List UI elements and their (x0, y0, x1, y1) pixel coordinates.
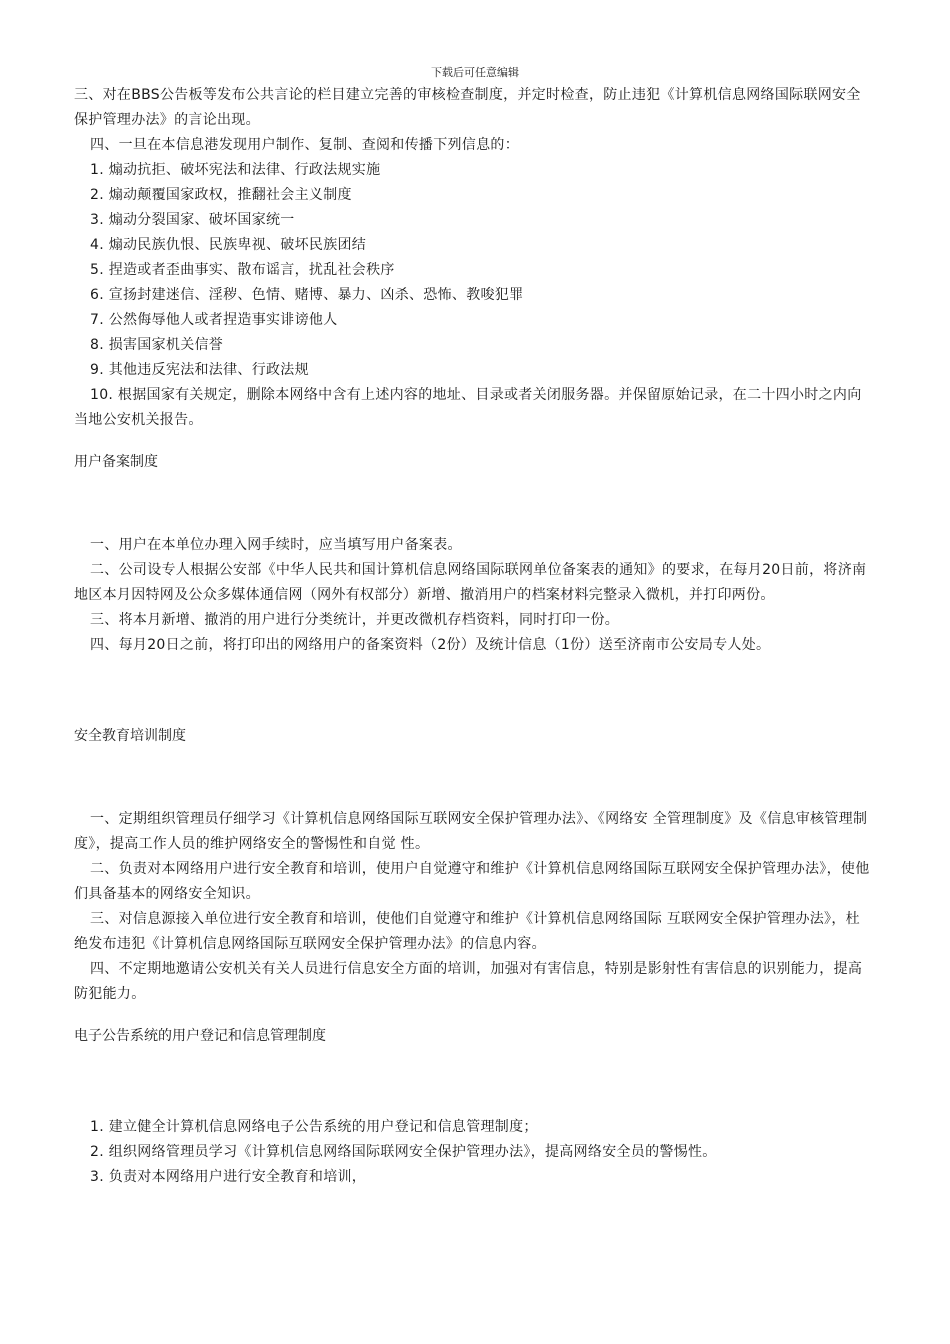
list-item: 3. 负责对本网络用户进行安全教育和培训， (90, 1169, 367, 1185)
list-item: 6. 宣扬封建迷信、淫秽、色情、赌博、暴力、凶杀、恐怖、教唆犯罪 (90, 287, 524, 303)
list-item: 5. 捏造或者歪曲事实、散布谣言，扰乱社会秩序 (90, 262, 395, 278)
paragraph: 一、用户在本单位办理入网手续时，应当填写用户备案表。 (90, 537, 462, 553)
list-item: 3. 煽动分裂国家、破坏国家统一 (90, 212, 295, 228)
section1-para4-intro: 四、一旦在本信息港发现用户制作、复制、查阅和传播下列信息的： (90, 137, 519, 153)
list-item: 2. 组织网络管理员学习《计算机信息网络国际联网安全保护管理办法》，提高网络安全员的警惕性。 (90, 1144, 717, 1160)
list-item: 1. 建立健全计算机信息网络电子公告系统的用户登记和信息管理制度； (90, 1119, 538, 1135)
paragraph: 四、不定期地邀请公安机关有关人员进行信息安全方面的培训，加强对有害信息，特别是影射性有害信息的识别能力，提高防犯能力。 (74, 961, 863, 1002)
section-title-bbs-management: 电子公告系统的用户登记和信息管理制度 (74, 1028, 326, 1044)
list-item: 1. 煽动抗拒、破坏宪法和法律、行政法规实施 (90, 162, 381, 178)
list-item: 7. 公然侮辱他人或者捏造事实诽谤他人 (90, 312, 338, 328)
page-header: 下载后可任意编辑 (431, 66, 519, 79)
paragraph: 二、公司设专人根据公安部《中华人民共和国计算机信息网络国际联网单位备案表的通知》的要求，在每月20日前，将济南地区本月因特网及公众多媒体通信网（网外有权部分）新增、撤消用户的档案材料完整录入微机，并打印两份。 (74, 562, 867, 603)
list-item: 4. 煽动民族仇恨、民族卑视、破坏民族团结 (90, 237, 367, 253)
section1-para3: 三、对在BBS公告板等发布公共言论的栏目建立完善的审核检查制度，并定时检查，防止违犯《计算机信息网络国际联网安全保护管理办法》的言论出现。 (74, 87, 861, 128)
section-title-security-training: 安全教育培训制度 (74, 728, 186, 744)
list-item: 2. 煽动颠覆国家政权，推翻社会主义制度 (90, 187, 352, 203)
paragraph: 三、将本月新增、撤消的用户进行分类统计，并更改微机存档资料，同时打印一份。 (90, 612, 620, 628)
list-item: 8. 损害国家机关信誉 (90, 337, 224, 353)
section-title-user-registration: 用户备案制度 (74, 454, 158, 470)
paragraph: 一、定期组织管理员仔细学习《计算机信息网络国际互联网安全保护管理办法》、《网络安 全管理制度》及《信息审核管理制度》，提高工作人员的维护网络安全的警惕性和自觉 性。 (74, 811, 868, 852)
list-item: 9. 其他违反宪法和法律、行政法规 (90, 362, 309, 378)
document-body (74, 83, 874, 1190)
paragraph: 三、对信息源接入单位进行安全教育和培训，使他们自觉遵守和维护《计算机信息网络国际 互联网安全保护管理办法》，杜绝发布违犯《计算机信息网络国际互联网安全保护管理办法》的信息内容。 (74, 911, 860, 952)
paragraph: 二、负责对本网络用户进行安全教育和培训，使用户自觉遵守和维护《计算机信息网络国际互联网安全保护管理办法》，使他们具备基本的网络安全知识。 (74, 861, 870, 902)
paragraph: 四、每月20日之前，将打印出的网络用户的备案资料（2份）及统计信息（1份）送至济南市公安局专人处。 (90, 637, 771, 653)
list-item: 10. 根据国家有关规定，删除本网络中含有上述内容的地址、目录或者关闭服务器。并保留原始记录，在二十四小时之内向当地公安机关报告。 (74, 387, 862, 428)
